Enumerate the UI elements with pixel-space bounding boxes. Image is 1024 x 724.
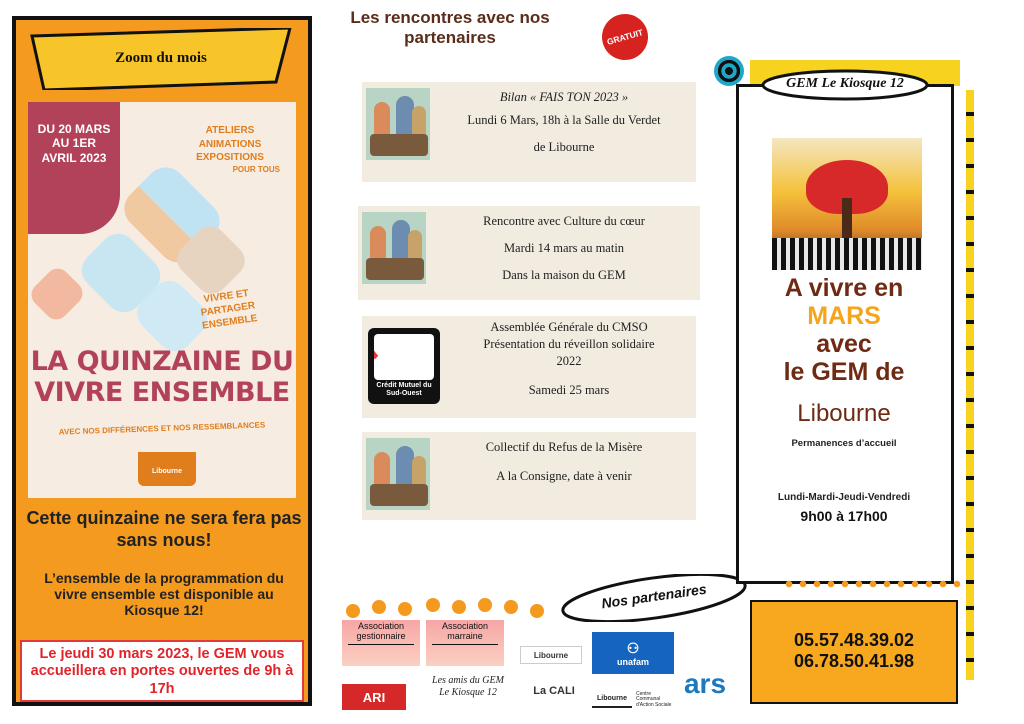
event-card [362, 316, 696, 418]
permanences-label: Permanences d’accueil [791, 438, 897, 449]
phone-box [750, 600, 958, 704]
cali-logo: La CALI [533, 685, 575, 697]
event-text: Rencontre avec Culture du cœur Mardi 14 mars au matin Dans la maison du GEM [483, 214, 645, 282]
page-title: Les rencontres avec nos partenaires [350, 8, 550, 48]
libourne-logo: Libourne [138, 452, 196, 486]
libourne-logo: Libourne [520, 646, 582, 664]
assoc-marraine: Association marraine [426, 620, 504, 666]
poster-activities: ATELIERS ANIMATIONS EXPOSITIONS POUR TOUS [196, 125, 280, 174]
mosaic-tree-image [772, 138, 922, 270]
opening-days: Lundi-Mardi-Jeudi-Vendredi [777, 492, 911, 503]
decorative-dots [782, 580, 962, 588]
poster-title: LA QUINZAINE DU VIVRE ENSEMBLE [30, 346, 294, 409]
phone-number: 05.57.48.39.02 [793, 630, 915, 650]
partners-banner [558, 574, 750, 622]
poster-date: DU 20 MARS AU 1ER AVRIL 2023 [28, 102, 120, 234]
event-card [362, 82, 696, 182]
ari-logo: ARI [342, 684, 406, 710]
meeting-image [366, 438, 430, 510]
meeting-image [366, 88, 430, 160]
amis-gem-logo: Les amis du GEM Le Kiosque 12 [432, 675, 504, 698]
target-icon [714, 56, 744, 86]
partners-label: Nos partenaires [600, 580, 708, 612]
event-card [362, 432, 696, 520]
zoom-banner [26, 28, 296, 90]
programme-text: L’ensemble de la programmation du vivre ensemble est disponible au Kiosque 12! [44, 570, 284, 619]
unafam-logo: ⚇ unafam [592, 632, 674, 674]
gem-city: Libourne [797, 400, 891, 427]
poster-slogan: VIVRE ET PARTAGER ENSEMBLE [200, 288, 259, 332]
quinzaine-text: Cette quinzaine ne sera fera pas sans nous! [26, 508, 302, 550]
ars-logo: ars [683, 668, 727, 699]
open-day-box: Le jeudi 30 mars 2023, le GEM vous accueillera en portes ouvertes de 9h à 17h [20, 640, 304, 702]
libourne-logo-small: Libourne [592, 690, 632, 708]
assoc-gestionnaire: Association gestionnaire [342, 620, 420, 666]
ccas-logo: Centre Communal d'Action Sociale [636, 690, 672, 708]
event-text: Bilan « FAIS TON 2023 » Lundi 6 Mars, 18h à la Salle du Verdet de Libourne [467, 90, 661, 154]
event-text: Collectif du Refus de la Misère A la Consigne, date à venir [485, 440, 643, 483]
gratuit-badge: GRATUIT [597, 9, 654, 66]
zoom-label: Zoom du mois [115, 50, 207, 66]
event-text: Assemblée Générale du CMSO Présentation du réveillon solidaire 2022 Samedi 25 mars [483, 320, 655, 397]
gem-panel [734, 60, 964, 712]
zoom-panel [12, 16, 312, 706]
credit-mutuel-logo: Crédit Mutuel du Sud-Ouest [368, 328, 440, 404]
illustration-city [28, 264, 87, 325]
gem-title: A vivre en MARS avec le GEM de [783, 274, 905, 386]
event-poster [28, 102, 296, 498]
event-card [358, 206, 700, 300]
poster-subtitle: AVEC NOS DIFFÉRENCES ET NOS RESSEMBLANCES [58, 420, 266, 437]
phone-number: 06.78.50.41.98 [793, 650, 915, 671]
gem-banner [760, 68, 930, 102]
side-stripe [966, 90, 974, 680]
opening-hours: 9h00 à 17h00 [800, 508, 888, 524]
meeting-image [362, 212, 426, 284]
gem-label: GEM Le Kiosque 12 [786, 76, 904, 91]
